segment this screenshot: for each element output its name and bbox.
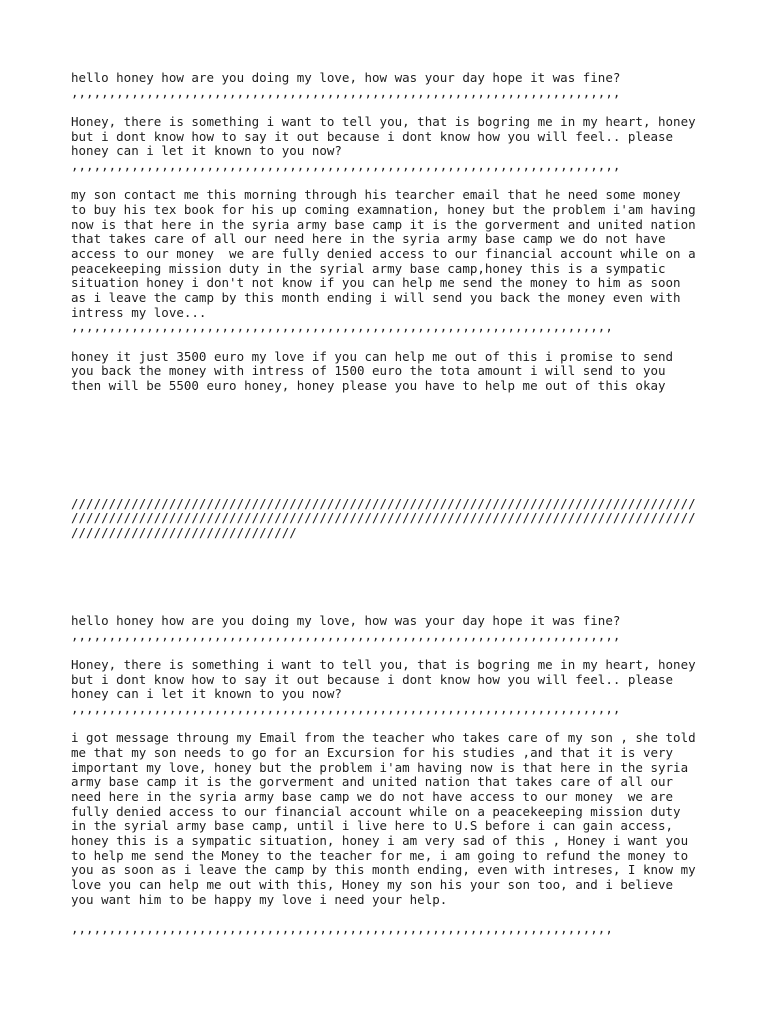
request-line: honey it just 3500 euro my love if you can help me out of this i promise to send bbox=[71, 348, 674, 364]
body-line: in the syrial army base camp, until i live here to U.S before i can gain access, bbox=[71, 818, 674, 834]
blank-line bbox=[71, 174, 731, 189]
body-line: situation honey i don't not know if you can help me send the money to him as soon bbox=[71, 275, 681, 291]
body-line: to help me send the Money to the teacher for me, i am going to refund the money to bbox=[71, 847, 689, 863]
comma-separator: ,,,,,,,,,,,,,,,,,,,,,,,,,,,,,,,,,,,,,,,,,,,,,,,,,,,,,,,,,,,,,,,,,,,,,,,, bbox=[71, 921, 613, 937]
intro-paragraph bbox=[71, 658, 731, 702]
intro-line: honey can i let it known to you now? bbox=[71, 686, 342, 702]
slash-divider bbox=[71, 497, 731, 541]
blank-line bbox=[71, 907, 731, 922]
letter-2 bbox=[71, 614, 731, 937]
intro-line: but i dont know how to say it out because i dont know how you will feel.. please bbox=[71, 128, 674, 144]
body-line: honey this is a sympatic situation, honey i am very sad of this , Honey i want you bbox=[71, 833, 689, 849]
body-line: need here in the syria army base camp we do not have access to our money we are bbox=[71, 789, 674, 804]
blank-line bbox=[71, 100, 731, 115]
greeting-line: hello honey how are you doing my love, how was your day hope it was fine? bbox=[71, 612, 621, 628]
body-paragraph bbox=[71, 188, 731, 320]
intro-line: Honey, there is something i want to tell you, that is bogring me in my heart, honey bbox=[71, 656, 696, 672]
body-paragraph bbox=[71, 731, 731, 907]
slash-divider-line: /////////////////////////////////////////////////////////////////////////////////// bbox=[71, 510, 696, 526]
body-line: you as soon as i leave the camp by this month ending, even with intreses, I know my bbox=[71, 862, 696, 878]
body-line: that takes care of all our need here in the syria army base camp we do not have bbox=[71, 231, 666, 247]
body-line: army base camp it is the gorverment and united nation that takes care of all our bbox=[71, 774, 674, 790]
intro-line: honey can i let it known to you now? bbox=[71, 143, 342, 159]
request-line: you back the money with intress of 1500 euro the tota amount i will send to you bbox=[71, 363, 666, 379]
slash-divider-line: ////////////////////////////// bbox=[71, 524, 297, 540]
request-paragraph bbox=[71, 350, 731, 394]
intro-paragraph bbox=[71, 115, 731, 159]
body-line: now is that here in the syria army base camp it is the gorverment and united nation bbox=[71, 216, 696, 232]
comma-separator: ,,,,,,,,,,,,,,,,,,,,,,,,,,,,,,,,,,,,,,,,,,,,,,,,,,,,,,,,,,,,,,,,,,,,,,,, bbox=[71, 319, 613, 335]
body-line: to buy his tex book for his up coming examnation, honey but the problem i'am having bbox=[71, 202, 696, 218]
comma-separator: ,,,,,,,,,,,,,,,,,,,,,,,,,,,,,,,,,,,,,,,,,,,,,,,,,,,,,,,,,,,,,,,,,,,,,,,,, bbox=[71, 700, 621, 716]
body-line: access to our money we are fully denied access to our financial account while on a bbox=[71, 246, 696, 262]
slash-divider-line: /////////////////////////////////////////////////////////////////////////////////// bbox=[71, 495, 696, 511]
comma-separator: ,,,,,,,,,,,,,,,,,,,,,,,,,,,,,,,,,,,,,,,,,,,,,,,,,,,,,,,,,,,,,,,,,,,,,,,,, bbox=[71, 158, 621, 174]
body-line: my son contact me this morning through his tearcher email that he need some money bbox=[71, 187, 681, 203]
blank-line bbox=[71, 643, 731, 658]
comma-separator: ,,,,,,,,,,,,,,,,,,,,,,,,,,,,,,,,,,,,,,,,,,,,,,,,,,,,,,,,,,,,,,,,,,,,,,,,, bbox=[71, 627, 621, 643]
body-line: peacekeeping mission duty in the syrial army base camp,honey this is a sympatic bbox=[71, 260, 666, 276]
request-line: then will be 5500 euro honey, honey please you have to help me out of this okay bbox=[71, 378, 666, 394]
blank-line bbox=[71, 335, 731, 350]
intro-line: but i dont know how to say it out because i dont know how you will feel.. please bbox=[71, 671, 674, 687]
blank-line bbox=[71, 717, 731, 732]
blank-space bbox=[71, 541, 731, 614]
body-line: as i leave the camp by this month ending i will send you back the money even with bbox=[71, 290, 681, 306]
intro-line: Honey, there is something i want to tell you, that is bogring me in my heart, honey bbox=[71, 114, 696, 130]
body-line: fully denied access to our financial account while on a peacekeeping mission duty bbox=[71, 803, 681, 819]
comma-separator: ,,,,,,,,,,,,,,,,,,,,,,,,,,,,,,,,,,,,,,,,,,,,,,,,,,,,,,,,,,,,,,,,,,,,,,,,, bbox=[71, 84, 621, 100]
body-line: me that my son needs to go for an Excursion for his studies ,and that it is very bbox=[71, 744, 674, 760]
blank-space bbox=[71, 394, 731, 497]
body-line: you want him to be happy my love i need your help. bbox=[71, 891, 448, 907]
body-line: love you can help me out with this, Honey my son his your son too, and i believe bbox=[71, 877, 674, 893]
body-line: important my love, honey but the problem i'am having now is that here in the syria bbox=[71, 759, 689, 775]
body-line: intress my love... bbox=[71, 304, 207, 320]
greeting-line: hello honey how are you doing my love, how was your day hope it was fine? bbox=[71, 70, 621, 85]
document-text bbox=[71, 71, 731, 937]
body-line: i got message throung my Email from the teacher who takes care of my son , she told bbox=[71, 730, 696, 746]
letter-1 bbox=[71, 71, 731, 394]
